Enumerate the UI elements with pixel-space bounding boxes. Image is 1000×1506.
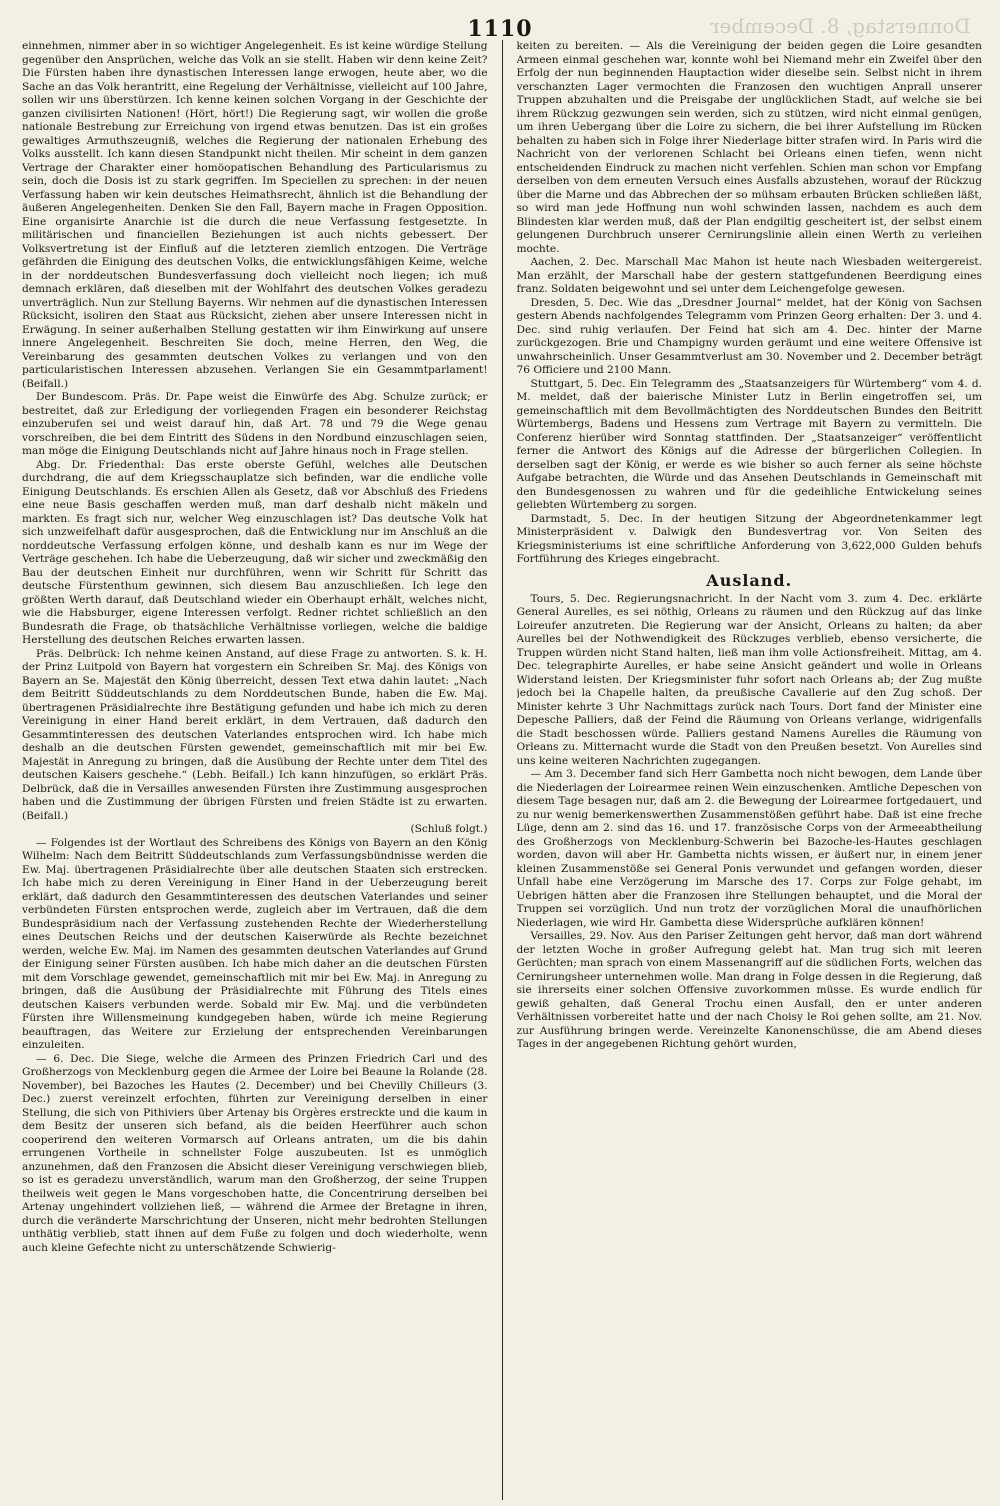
continued-note: (Schluß folgt.)	[410, 823, 488, 835]
news-item-gambetta: — Am 3. December fand sich Herr Gambetta noch nicht bewogen, dem Lande über die Niederlagen der Loirearmee reinen Wein einzuschenken. Amtliche Depeschen von diesem Tage besagen nur, daß am 2. die Bewegung der Loirearmee fortgedauert, und zu nur wenig bemerkenswerthen Zusammenstößen geführt habe. Daß ist eine freche Lüge, denn am 2. sind das 16. und 17. französische Corps von der Armeeabtheilung des Großherzogs von Mecklenburg-Schwerin bei Bazoche-les-Hautes geschlagen worden, davon will aber Hr. Gambetta nichts wissen, er äußert nur, in einem jener kleinen Zusammenstöße sei General Ponis verwundet und gefangen worden, dieser Unfall habe eine Verzögerung im Marsche des 17. Corps zur Folge gehabt, im Uebrigen hätten aber die Franzosen ihre Stellungen behauptet, und die Moral der Truppen sei vorzüglich. Und nun trotz der vorzüglichen Moral die unaufhörlichen Niederlagen, wie wird Hr. Gambetta diese Widersprüche aufklären können!	[516, 768, 982, 929]
news-item-versailles: Versailles, 29. Nov. Aus den Pariser Zeitungen geht hervor, daß man dort während der letzten Woche in großer Aufregung gelebt hat. Man trug sich mit leeren Gerüchten; man sprach von einem Massenangriff auf die südlichen Forts, welchen das Cernirungsheer unternehmen wolle. Man drang in Folge dessen in die Regierung, daß sie ihrerseits einer solchen Offensive zuvorkommen müsse. Es wurde endlich für gewiß gehalten, daß General Trochu einen Ausfall, den er unter anderen Verhältnissen vorbereitet hatte und der nach Choisy le Roi gehen sollte, am 21. Nov. zur Ausführung bringen werde. Vereinzelte Kanonenschüsse, die am Abend dieses Tages in der angegebenen Richtung gehört wurden,	[516, 930, 982, 1050]
left-column	[22, 40, 488, 1500]
page-number: 1110	[467, 16, 533, 42]
columns	[22, 40, 982, 1500]
article-paragraph: keiten zu bereiten. — Als die Vereinigung der beiden gegen die Loire gesandten Armeen einmal geschehen war, konnte wohl bei Niemand mehr ein Zweifel über den Erfolg der nun beginnenden Hauptaction wider dieselbe sein. Selbst nicht in ihrem verschanzten Lager vermochten die Franzosen den wuchtigen Anprall unserer Truppen abzuhalten und die Preisgabe der unglücklichen Stadt, auf welche sie bei ihrem Rückzug gezwungen sein werden, sich zu stützen, wird nicht einmal genügen, um ihren Uebergang über die Loire zu sichern, die bei ihrer Aufstellung im Rücken behalten zu haben sich in Folge ihrer Niederlage bitter strafen wird. In Paris wird die Nachricht von der verlorenen Schlacht bei Orleans einen tiefen, wenn nicht entscheidenden Eindruck zu machen nicht verfehlen. Schien man schon vor Empfang derselben von dem erneuten Versuch eines Ausfalls abzustehen, worauf der Rückzug über die Marne und das Abbrechen der so mühsam erbauten Brücken schließen läßt, so wird man jede Hoffnung nun wohl schwinden lassen, nachdem es auch dem Blindesten klar werden muß, daß der Plan endgiltig gescheitert ist, der selbst einem gelungenen Durchbruch unserer Cernirungslinie allein einen Werth zu verleihen mochte.	[516, 40, 982, 255]
news-item-dresden: Dresden, 5. Dec. Wie das „Dresdner Journal“ meldet, hat der König von Sachsen gestern Abends nachfolgendes Telegramm vom Prinzen Georg erhalten: Der 3. und 4. Dec. sind ruhig verlaufen. Der Feind hat sich am 4. Dec. hinter der Marne zurückgezogen. Brie und Champigny wurden geräumt und eine weitere Offensive ist unwahrscheinlich. Unser Gesammtverlust am 30. November und 2. December beträgt 76 Officiere und 2100 Mann.	[516, 296, 982, 376]
bleed-through-header: Donnerstag, 8. December	[709, 14, 970, 38]
news-item-darmstadt: Darmstadt, 5. Dec. In der heutigen Sitzung der Abgeordnetenkammer legt Ministerpräsident v. Dalwigk den Bundesvertrag vor. Von Seiten des Kriegsministeriums ist eine schriftliche Anforderung von 3,622,000 Gulden behufs Fortführung des Krieges eingebracht.	[516, 512, 982, 565]
article-paragraph: Abg. Dr. Friedenthal: Das erste oberste Gefühl, welches alle Deutschen durchdrang, die auf dem Kriegsschauplatze sich befinden, war die endliche volle Einigung Deutschlands. Es erschien Allen als Gesetz, daß vor Abschluß des Friedens eine neue Basis geschaffen werden muß, man darf deshalb nicht mäkeln und markten. Es fragt sich nur, welcher Weg einzuschlagen ist? Das deutsche Volk hat sich unzweifelhaft dafür ausgesprochen, daß die Entwicklung nur im Anschluß an die norddeutsche Verfassung erfolgen könne, und deshalb kann es nur im Wege der Verträge geschehen. Ich habe die Ueberzeugung, daß wir sicher und zweckmäßig den Bau der deutschen Einheit nur durchführen, wenn wir Schritt für Schritt das deutsche Fürstenthum gewinnen, sich diesem Bau anzuschließen. Ich lege den größten Werth darauf, daß Deutschland wieder ein Oberhaupt erhält, welches nicht, wie die Habsburger, eigene Interessen verfolgt. Redner richtet schließlich an den Bundesrath die Frage, ob thatsächliche Verhältnisse vorliegen, welche die baldige Herstellung des deutschen Reiches erwarten lassen.	[22, 458, 488, 646]
news-item-stuttgart: Stuttgart, 5. Dec. Ein Telegramm des „Staatsanzeigers für Würtemberg“ vom 4. d. M. meldet, daß der baierische Minister Lutz in Berlin eingetroffen sei, um gemeinschaftlich mit dem Bevollmächtigten des Norddeutschen Bundes den Beitritt Würtembergs, Badens und Hessens zum Vertrage mit Bayern zu vermitteln. Die Conferenz hierüber wird Sonntag stattfinden. Der „Staatsanzeiger“ veröffentlicht ferner die Antwort des Königs auf die Adresse der bürgerlichen Collegien. In derselben sagt der König, er werde es wie bisher so auch ferner als seine höchste Aufgabe betrachten, die Würde und das Ansehen Deutschlands in Gemeinschaft mit den Bundesgenossen zu wahren und für die gedeihliche Entwickelung seines geliebten Würtemberg zu sorgen.	[516, 377, 982, 511]
article-paragraph: — 6. Dec. Die Siege, welche die Armeen des Prinzen Friedrich Carl und des Großherzogs von Mecklenburg gegen die Armee der Loire bei Beaune la Rolande (28. November), bei Bazoches les Hautes (2. December) und bei Chevilly Chilleurs (3. Dec.) zuerst vereinzelt erfochten, führten zur Vereinigung derselben in einer Stellung, die sich von Pithiviers über Artenay bis Orgères erstreckte und die kaum in dem Besitz der unseren sich befand, als die beiden Heerführer auch schon cooperirend den weiteren Vormarsch auf Orleans antraten, um die bis dahin errungenen Vortheile in schnellster Folge auszubeuten. Ist es unmöglich anzunehmen, daß den Franzosen die Absicht dieser Vereinigung verschwiegen blieb, so ist es geradezu unverständlich, warum man den Großherzog, der seine Truppen theilweis weit gegen le Mans vorgeschoben hatte, die Concentrirung derselben bei Artenay ungehindert vollziehen ließ, — während die Armee der Bretagne in ihren, durch die veränderte Marschrichtung der Unseren, nicht mehr bedrohten Stellungen unthätig verblieb, statt ihnen auf dem Fuße zu folgen und doch wiederholte, wenn auch kleine Gefechte nicht zu unterschätzende Schwierig-	[22, 1052, 488, 1254]
article-paragraph: einnehmen, nimmer aber in so wichtiger Angelegenheit. Es ist keine würdige Stellung gegenüber den Ansprüchen, welche das Volk an sie stellt. Haben wir denn keine Zeit? Die Fürsten haben ihre dynastischen Interessen lange erwogen, heute aber, wo die Sache an das Volk herantritt, eine Regelung der Verhältnisse, vielleicht auf 100 Jahre, sollen wir uns überstürzen. Ich kenne keinen solchen Vorgang in der Geschichte der ganzen civilisirten Nationen! (Hört, hört!) Die Regierung sagt, wir wollen die große nationale Bestrebung zur Erreichung von irgend etwas benutzen. Das ist ein großes gewaltiges Armuthszeugniß, welches die Regierung der nationalen Erhebung des Volks ausstellt. Ich kann diesen Standpunkt nicht theilen. Mir scheint in dem ganzen Vertrage der Charakter einer homöopatischen Behandlung des Particularismus zu sein, doch die Dosis ist zu stark gegriffen. Im Speciellen zu sprechen: in der neuen Verfassung haben wir kein deutsches Heimathsrecht, ähnlich ist die Behandlung der äußeren Angelegenheiten. Denken Sie den Fall, Bayern mache in Fragen Opposition. Eine organisirte Anarchie ist die durch die neue Verfassung festgesetzte. In militärischen und financiellen Beziehungen ist auch nichts gebessert. Der Volksvertretung ist der Einfluß auf die letzteren ziemlich entzogen. Die Verträge gefährden die Einigung des deutschen Volks, die entwicklungsfähigen Keime, welche in der norddeutschen Bundesverfassung doch vielleicht noch liegen; ich muß demnach erklären, daß dieselben mit der Wohlfahrt des deutschen Volkes geradezu unverträglich. Nun zur Stellung Bayerns. Wir nehmen auf die dynastischen Interessen Rücksicht, isoliren den Staat aus Rücksicht, ziehen aber unsere Interessen nicht in Erwägung. In seiner außerhalben Stellung gestatten wir ihm Einwirkung auf unsere innere Angelegenheit. Beschreiten Sie doch, meine Herren, den Weg, die Vereinbarung des gesammten deutschen Volkes zu verlangen und von den particularistischen Interessen abzusehen. Verlangen Sie ein Gesammtparlament! (Beifall.)	[22, 40, 488, 390]
column-rule	[502, 40, 503, 1500]
news-item-aachen: Aachen, 2. Dec. Marschall Mac Mahon ist heute nach Wiesbaden weitergereist. Man erzählt, der Marschall habe der gestern stattgefundenen Beerdigung eines franz. Soldaten beigewohnt und sei unter dem Leichengefolge gewesen.	[516, 256, 982, 295]
article-paragraph: Präs. Delbrück: Ich nehme keinen Anstand, auf diese Frage zu antworten. S. k. H. der Prinz Luitpold von Bayern hat vorgestern ein Schreiben Sr. Maj. des Königs von Bayern an Se. Majestät den König überreicht, dessen Text etwa dahin lautet: „Nach dem Beitritt Süddeutschlands zu dem Norddeutschen Bunde, haben die Ew. Maj. übertragenen Präsidialrechte ihre Bestätigung gefunden und habe ich mich zu deren Vereinigung in einer Hand bereit erklärt, in dem Vertrauen, daß dadurch den Gesammtinteressen des deutschen Vaterlandes entsprochen wird. Ich habe mich deshalb an die deutschen Fürsten gewendet, gemeinschaftlich mit mir bei Ew. Majestät in Anregung zu bringen, daß die Ausübung der Rechte unter dem Titel des deutschen Kaisers geschehe.“ (Lebh. Beifall.) Ich kann hinzufügen, so erklärt Präs. Delbrück, daß die in Versailles anwesenden Fürsten ihre Zustimmung ausgesprochen haben und die Zustimmung der übrigen Fürsten und freien Städte ist zu erwarten. (Beifall.)	[22, 647, 488, 822]
right-column	[517, 40, 983, 1500]
article-paragraph: — Folgendes ist der Wortlaut des Schreibens des Königs von Bayern an den König Wilhelm: Nach dem Beitritt Süddeutschlands zum Verfassungsbündnisse werden die Ew. Maj. übertragenen Präsidialrechte über alle deutschen Staaten sich erstrecken. Ich habe mich zu deren Vereinigung in Einer Hand in der Ueberzeugung bereit erklärt, daß dadurch den Gesammtinteressen des deutschen Vaterlandes und seiner verbündeten Fürsten entsprochen werde, zugleich aber im Vertrauen, daß die dem Bundespräsidium nach der Verfassung zustehenden Rechte der Wiederherstellung eines Deutschen Reichs und der deutschen Kaiserwürde als Rechte bezeichnet werden, welche Ew. Maj. im Namen des gesammten deutschen Vaterlandes auf Grund der Einigung seiner Fürsten ausüben. Ich habe mich daher an die deutschen Fürsten mit dem Vorschlage gewendet, gemeinschaftlich mit mir bei Ew. Maj. in Anregung zu bringen, daß die Ausübung der Präsidialrechte mit Führung des Titels eines deutschen Kaisers verbunden werde. Sobald mir Ew. Maj. und die verbündeten Fürsten ihre Willensmeinung kundgegeben haben, würde ich meine Regierung beauftragen, das Weitere zur Erzielung der entsprechenden Vereinbarungen einzuleiten.	[22, 836, 488, 1051]
article-paragraph: Der Bundescom. Präs. Dr. Pape weist die Einwürfe des Abg. Schulze zurück; er bestreitet, daß zur Erledigung der vorliegenden Fragen ein besonderer Reichstag einzuberufen sei und weist darauf hin, daß Art. 78 und 79 die Wege genau vorschreiben, die bei dem Eintritt des Südens in den Nordbund einzuschlagen seien, man möge die Einigung Deutschlands nicht auf Jahre hinaus noch in Frage stellen.	[22, 391, 488, 457]
section-heading-ausland: Ausland.	[706, 570, 793, 590]
news-item-tours: Tours, 5. Dec. Regierungsnachricht. In der Nacht vom 3. zum 4. Dec. erklärte General Aurelles, es sei nöthig, Orleans zu räumen und den Rückzug auf das linke Loireufer anzutreten. Die Regierung war der Ansicht, Orleans zu halten; da aber Aurelles bei der Nothwendigkeit des Rückzuges verblieb, ebenso versicherte, die Truppen würden nicht Stand halten, ließ man ihm volle Actionsfreiheit. Mittag, am 4. Dec. telegraphirte Aurelles, er habe seine Ansicht geändert und wolle in Orleans Widerstand leisten. Der Kriegsminister fuhr sofort nach Orleans ab; der Zug mußte jedoch bei la Chapelle halten, da preußische Cavallerie auf den Zug schoß. Der Minister kehrte 3 Uhr Nachmittags zurück nach Tours. Dort fand der Minister eine Depesche Palliers, daß der Feind die Räumung von Orleans verlange, widrigenfalls die Stadt beschossen würde. Palliers gestand Namens Aurelles die Räumung von Orleans zu. Mitternacht wurde die Stadt von den Preußen besetzt. Von Aurelles sind uns keine weiteren Nachrichten zugegangen.	[516, 592, 982, 767]
